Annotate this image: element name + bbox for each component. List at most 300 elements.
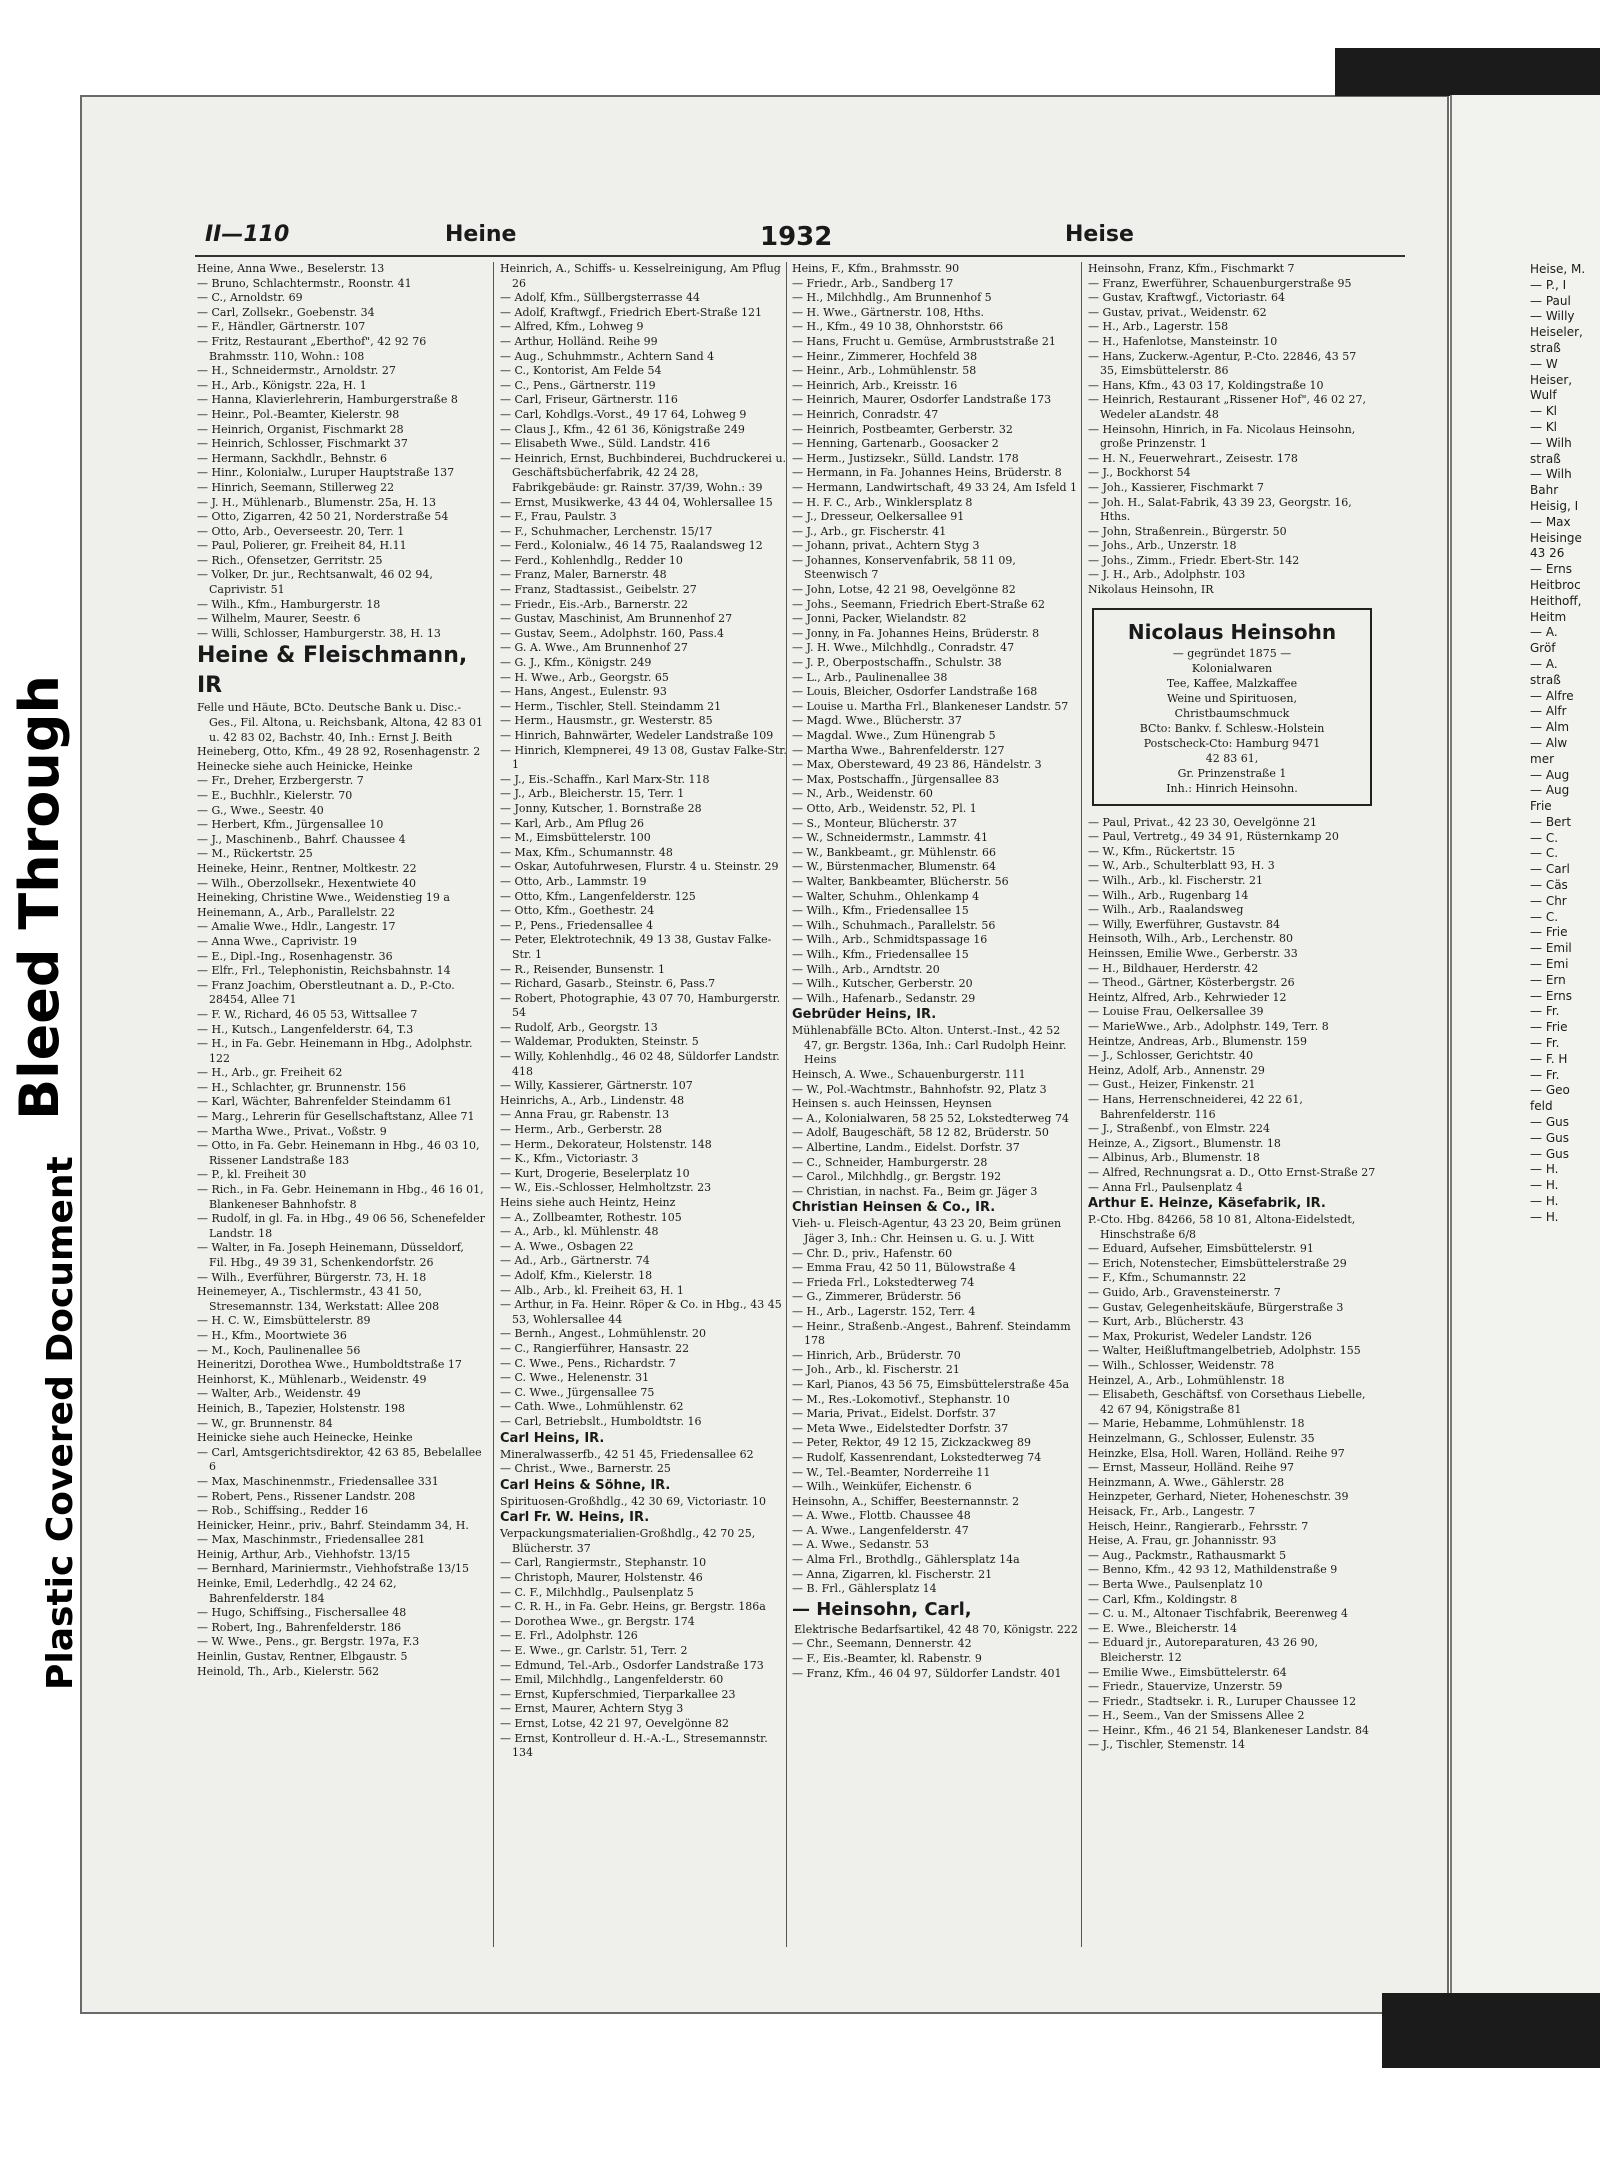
facing-page-line: — Frie: [1530, 1020, 1568, 1035]
directory-entry: Heisack, Fr., Arb., Langestr. 7: [1088, 1504, 1256, 1518]
directory-entry: — Hugo, Schiffsing., Fischersallee 48: [197, 1606, 407, 1620]
directory-entry: — Jonni, Packer, Wielandstr. 82: [792, 612, 967, 626]
directory-entry: — Wilh., Oberzollsekr., Hexentwiete 40: [197, 876, 417, 890]
directory-entry: — Adolf, Kfm., Süllbergsterrasse 44: [500, 291, 700, 305]
directory-entry: — Wilh., Everführer, Bürgerstr. 73, H. 18: [197, 1270, 427, 1284]
facing-page-line: — Alw: [1530, 735, 1568, 750]
ad-line: Tee, Kaffee, Malzkaffee: [1166, 676, 1298, 690]
directory-entry: — Johs., Arb., Unzerstr. 18: [1088, 539, 1237, 553]
directory-entry: — J. H., Mühlenarb., Blumenstr. 25a, H. 13: [197, 495, 436, 509]
directory-entry: — Otto, in Fa. Gebr. Heinemann in Hbg., 46 03 10, Rissener Landstraße 183: [197, 1139, 480, 1167]
facing-page-line: — H.: [1530, 1178, 1559, 1193]
facing-page-line: — F. H: [1530, 1051, 1568, 1066]
facing-page-line: — Kl: [1530, 404, 1558, 419]
directory-entry: — Herm., Hausmstr., gr. Westerstr. 85: [500, 714, 713, 728]
firm-details: Vieh- u. Fleisch-Agentur, 43 23 20, Beim grünen Jäger 3, Inh.: Chr. Heinsen u. G. u. J. Witt: [792, 1217, 1062, 1245]
directory-entry: — Kurt, Drogerie, Beselerplatz 10: [500, 1166, 690, 1180]
facing-page-line: — Wilh: [1530, 435, 1572, 450]
directory-entry: — Emma Frau, 42 50 11, Bülowstraße 4: [792, 1261, 1016, 1275]
facing-page-line: feld: [1530, 1099, 1553, 1114]
directory-entry: Heins, F., Kfm., Brahmsstr. 90: [792, 262, 960, 275]
directory-entry: — Gust., Heizer, Finkenstr. 21: [1088, 1078, 1256, 1092]
directory-entry: — Willi, Schlosser, Hamburgerstr. 38, H. 13: [197, 626, 441, 640]
directory-entry: — Franz, Maler, Barnerstr. 48: [500, 568, 667, 582]
directory-entry: — E. Wwe., Bleicherstr. 14: [1088, 1621, 1237, 1635]
firm-heading: Christian Heinsen & Co., IR.: [792, 1200, 996, 1216]
directory-entry: — Ernst, Kontrolleur d. H.-A.-L., Stresemannstr. 134: [500, 1731, 768, 1760]
facing-page-line: — Alfr: [1530, 704, 1567, 719]
directory-entry: — Fritz, Restaurant „Eberthof", 42 92 76 Brahmsstr. 110, Wohn.: 108: [197, 334, 427, 363]
directory-entry: Heisch, Heinr., Rangierarb., Fehrsstr. 7: [1088, 1519, 1309, 1533]
directory-entry: — Carl, Amtsgerichtsdirektor, 42 63 85, Bebelallee 6: [197, 1445, 482, 1474]
directory-entry: Heinke, Emil, Lederhdlg., 42 24 62, Bahrenfelderstr. 184: [197, 1577, 397, 1605]
directory-entry: — Wilhelm, Maurer, Seestr. 6: [197, 612, 361, 626]
directory-entry: — Robert, Ing., Bahrenfelderstr. 186: [197, 1620, 402, 1634]
directory-entry: — Heinrich, Conradstr. 47: [792, 407, 939, 421]
facing-page-line: — Fr.: [1530, 1004, 1560, 1019]
directory-entry: — C., Rangierführer, Hansastr. 22: [500, 1341, 690, 1355]
directory-entry: — Hermann, in Fa. Johannes Heins, Brüderstr. 8: [792, 466, 1062, 480]
directory-entry: — Karl, Pianos, 43 56 75, Eimsbüttelerstraße 45a: [792, 1377, 1070, 1391]
directory-entry: — Hans, Angest., Eulenstr. 93: [500, 685, 667, 699]
directory-entry: — Waldemar, Produkten, Steinstr. 5: [500, 1035, 699, 1049]
directory-entry: — Christ., Wwe., Barnerstr. 25: [500, 1462, 671, 1476]
directory-entry: — C., Schneider, Hamburgerstr. 28: [792, 1155, 988, 1169]
directory-entry: — Elfr., Frl., Telephonistin, Reichsbahnstr. 14: [197, 964, 451, 978]
directory-entry: Heinzel, A., Arb., Lohmühlenstr. 18: [1088, 1373, 1285, 1387]
directory-entry: — W., gr. Brunnenstr. 84: [197, 1416, 333, 1430]
header-year: 1932: [760, 222, 833, 252]
directory-entry: — W., Tel.-Beamter, Norderreihe 11: [792, 1465, 991, 1479]
directory-entry: — E., Buchhlr., Kielerstr. 70: [197, 789, 353, 802]
directory-entry: — Wilh., Kfm., Friedensallee 15: [792, 947, 969, 961]
ad-title: Nicolaus Heinsohn: [1127, 619, 1337, 644]
directory-entry: Felle und Häute, BCto. Deutsche Bank u. Disc.-Ges., Fil. Altona, u. Reichsbank, Altona, 42 83 01 u. 42 83 02, Bachstr. 40, Inh.: Ernst J. Beith: [197, 701, 483, 744]
directory-entry: — Max, Maschinmstr., Friedensallee 281: [197, 1533, 426, 1547]
facing-page-line: — Aug: [1530, 783, 1570, 798]
directory-entry: — A. Wwe., Langenfelderstr. 47: [792, 1523, 969, 1537]
directory-entry: — H., Kfm., Moortwiete 36: [197, 1328, 347, 1342]
facing-page-line: — Willy: [1530, 309, 1575, 324]
running-header: [205, 222, 1405, 252]
facing-page-line: — Geo: [1530, 1083, 1570, 1098]
directory-entry: — Ernst, Kupferschmied, Tierparkallee 23: [500, 1687, 736, 1701]
directory-entry: — Hans, Herrenschneiderei, 42 22 61, Bahrenfelderstr. 116: [1088, 1092, 1303, 1121]
directory-entry: Heinlin, Gustav, Rentner, Elbgaustr. 5: [197, 1650, 408, 1664]
directory-entry: — Theod., Gärtner, Kösterbergstr. 26: [1088, 976, 1295, 990]
directory-entry: — J. P., Oberpostschaffn., Schulstr. 38: [792, 656, 1002, 670]
entry-list: [792, 262, 1080, 1006]
directory-column-3: [792, 262, 1080, 1947]
facing-page-line: Heiseler,: [1530, 325, 1583, 340]
directory-entry: Heinsch, A. Wwe., Schauenburgerstr. 111: [792, 1068, 1026, 1082]
directory-entry: — H. C. W., Eimsbüttelerstr. 89: [197, 1314, 371, 1328]
facing-page-line: — Emi: [1530, 957, 1569, 972]
directory-entry: — Heinrich, Organist, Fischmarkt 28: [197, 422, 404, 436]
directory-entry: — H., Arb., gr. Freiheit 62: [197, 1066, 343, 1080]
directory-entry: — Otto, Kfm., Goethestr. 24: [500, 904, 655, 918]
facing-page-line: Heitm: [1530, 609, 1567, 624]
directory-entry: — F., Kfm., Schumannstr. 22: [1088, 1271, 1247, 1285]
directory-column-1: [197, 262, 485, 1947]
directory-entry: — Gustav, Kraftwgf., Victoriastr. 64: [1088, 291, 1285, 305]
directory-entry: — Otto, Arb., Lammstr. 19: [500, 874, 647, 888]
facing-page-line: — W: [1530, 356, 1558, 371]
directory-entry: — Carl, Zollsekr., Goebenstr. 34: [197, 305, 375, 319]
directory-entry: Heinemann, A., Arb., Parallelstr. 22: [197, 905, 395, 919]
directory-entry: Heintze, Andreas, Arb., Blumenstr. 159: [1088, 1034, 1308, 1048]
directory-entry: — Otto, Arb., Weidenstr. 52, Pl. 1: [792, 801, 977, 815]
directory-entry: — P., Pens., Friedensallee 4: [500, 918, 654, 932]
header-left-word: Heine: [445, 222, 517, 247]
directory-entry: — Aug., Schuhmmstr., Achtern Sand 4: [500, 349, 715, 363]
directory-entry: — C. Wwe., Helenenstr. 31: [500, 1371, 650, 1385]
directory-entry: — C. F., Milchhdlg., Paulsenplatz 5: [500, 1585, 694, 1599]
directory-entry: — B. Frl., Gählersplatz 14: [792, 1582, 937, 1596]
directory-entry: — Hinr., Kolonialw., Luruper Hauptstraße 137: [197, 466, 455, 480]
entry-list: [792, 1068, 1080, 1199]
facing-page-line: Heisig, I: [1530, 498, 1579, 513]
directory-entry: — Adolf, Baugeschäft, 58 12 82, Brüderstr. 50: [792, 1126, 1049, 1140]
directory-entry: — Alfred, Rechnungsrat a. D., Otto Ernst-Straße 27: [1088, 1165, 1376, 1179]
directory-entry: — Magdal. Wwe., Zum Hünengrab 5: [792, 729, 996, 742]
directory-entry: — Gustav, Seem., Adolphstr. 160, Pass.4: [500, 626, 724, 640]
directory-entry: — A. Wwe., Flottb. Chaussee 48: [792, 1509, 971, 1523]
directory-entry: — Kurt, Arb., Blücherstr. 43: [1088, 1315, 1244, 1329]
advertisement-box: [1092, 608, 1372, 806]
directory-entry: — W. Wwe., Pens., gr. Bergstr. 197a, F.3: [197, 1635, 420, 1649]
directory-entry: — Henning, Gartenarb., Goosacker 2: [792, 437, 999, 451]
facing-page-line: — Erns: [1530, 988, 1572, 1003]
directory-entry: — Wilh., Arb., kl. Fischerstr. 21: [1088, 874, 1264, 888]
facing-page-line: — Wilh: [1530, 467, 1572, 482]
directory-entry: — Herm., Arb., Gerberstr. 28: [500, 1123, 662, 1137]
facing-page-line: — Bert: [1530, 814, 1572, 829]
directory-entry: — W., Schneidermstr., Lammstr. 41: [792, 831, 988, 845]
directory-entry: — Heinr., Zimmerer, Hochfeld 38: [792, 349, 978, 363]
directory-entry: — Herbert, Kfm., Jürgensallee 10: [197, 818, 384, 832]
facing-page-line: — Frie: [1530, 925, 1568, 940]
directory-entry: Heins siehe auch Heintz, Heinz: [500, 1196, 676, 1209]
directory-entry: — Joh., Kassierer, Fischmarkt 7: [1088, 480, 1264, 494]
directory-entry: — Alma Frl., Brothdlg., Gählersplatz 14a: [792, 1553, 1020, 1567]
directory-entry: — L., Arb., Paulinenallee 38: [792, 670, 948, 684]
directory-entry: — Wilh., Arb., Schmidtspassage 16: [792, 933, 988, 947]
directory-entry: — J., Maschinenb., Bahrf. Chaussee 4: [197, 832, 406, 846]
directory-entry: — J. H., Arb., Adolphstr. 103: [1088, 568, 1246, 582]
firm-details: Spirituosen-Großhdlg., 42 30 69, Victoriastr. 10: [500, 1494, 767, 1508]
directory-entry: — Carol., Milchhdlg., gr. Bergstr. 192: [792, 1170, 1002, 1184]
directory-entry: — Heinsohn, Hinrich, in Fa. Nicolaus Heinsohn, große Prinzenstr. 1: [1088, 422, 1356, 451]
directory-entry: — Emilie Wwe., Eimsbüttelerstr. 64: [1088, 1665, 1287, 1679]
facing-page-line: — Alm: [1530, 720, 1570, 735]
directory-entry: — C. u. M., Altonaer Tischfabrik, Beerenweg 4: [1088, 1607, 1349, 1621]
page-number: II—110: [205, 222, 290, 247]
directory-entry: — H. Wwe., Arb., Georgstr. 65: [500, 670, 669, 684]
directory-entry: — Friedr., Arb., Sandberg 17: [792, 276, 954, 290]
directory-entry: — John, Lotse, 42 21 98, Oevelgönne 82: [792, 583, 1016, 597]
firm-heading: Carl Heins & Söhne, IR.: [500, 1477, 671, 1493]
directory-entry: — Bernhard, Mariniermstr., Viehhofstraße 13/15: [197, 1562, 469, 1576]
directory-entry: — Volker, Dr. jur., Rechtsanwalt, 46 02 94, Caprivistr. 51: [197, 568, 433, 597]
directory-entry: — Max, Kfm., Schumannstr. 48: [500, 845, 673, 859]
directory-entry: — Carl, Kohdlgs.-Vorst., 49 17 64, Lohweg 9: [500, 407, 747, 421]
facing-page-line: — C.: [1530, 830, 1559, 845]
directory-entry: — W., Arb., Schulterblatt 93, H. 3: [1088, 859, 1275, 873]
directory-entry: — Hinrich, Klempnerei, 49 13 08, Gustav Falke-Str. 1: [500, 743, 787, 772]
facing-page-line: straß: [1530, 340, 1561, 355]
directory-entry: — G. J., Kfm., Königstr. 249: [500, 656, 652, 670]
facing-page-line: — Fr.: [1530, 1036, 1560, 1051]
directory-entry: — Rich., Ofensetzer, Gerritstr. 25: [197, 553, 383, 567]
facing-page-line: Wulf: [1530, 388, 1557, 403]
entry-list: [792, 1637, 1080, 1681]
directory-entry: — Otto, Arb., Oeverseestr. 20, Terr. 1: [197, 524, 405, 538]
directory-entry: — C. Wwe., Pens., Richardstr. 7: [500, 1356, 676, 1370]
directory-entry: — Eduard, Aufseher, Eimsbüttelerstr. 91: [1088, 1242, 1314, 1256]
directory-entry: — Adolf, Kraftwgf., Friedrich Ebert-Straße 121: [500, 305, 763, 319]
directory-entry: — C., Kontorist, Am Felde 54: [500, 364, 662, 378]
directory-entry: Nikolaus Heinsohn, IR: [1088, 583, 1214, 597]
facing-page-line: straß: [1530, 451, 1561, 466]
directory-entry: — Gustav, privat., Weidenstr. 62: [1088, 305, 1267, 319]
directory-entry: — Joh. H., Salat-Fabrik, 43 39 23, Georgstr. 16, Hths.: [1088, 495, 1352, 524]
directory-entry: — C. R. H., in Fa. Gebr. Heins, gr. Bergstr. 186a: [500, 1600, 766, 1614]
directory-entry: — Ferd., Kolonialw., 46 14 75, Raalandsweg 12: [500, 539, 763, 553]
entry-list: [197, 262, 485, 641]
directory-entry: — H. F. C., Arb., Winklersplatz 8: [792, 495, 973, 509]
directory-entry: — F. W., Richard, 46 05 53, Wittsallee 7: [197, 1007, 418, 1021]
directory-entry: — Wilh., Schlosser, Weidenstr. 78: [1088, 1359, 1275, 1373]
directory-entry: — Magd. Wwe., Blücherstr. 37: [792, 714, 962, 728]
directory-entry: — M., Res.-Lokomotivf., Stephanstr. 10: [792, 1392, 1010, 1406]
directory-entry: — Carl, Kfm., Koldingstr. 8: [1088, 1592, 1238, 1606]
facing-page-line: — Kl: [1530, 419, 1558, 434]
facing-page-line: Heise, M.: [1530, 262, 1586, 276]
directory-entry: — Gustav, Gelegenheitskäufe, Bürgerstraße 3: [1088, 1300, 1344, 1314]
directory-entry: — Rudolf, Kassenrendant, Lokstedterweg 74: [792, 1450, 1042, 1464]
column-divider: [493, 262, 494, 1947]
directory-entry: — W., Kfm., Rückertstr. 15: [1088, 844, 1236, 858]
directory-entry: — Hans, Frucht u. Gemüse, Armbruststraße 21: [792, 334, 1056, 348]
directory-entry: — J., Dresseur, Oelkersallee 91: [792, 510, 965, 524]
directory-entry: — J., Straßenbf., von Elmstr. 224: [1088, 1122, 1270, 1136]
directory-entry: — J. H. Wwe., Milchhdlg., Conradstr. 47: [792, 641, 1015, 655]
directory-entry: — Hermann, Landwirtschaft, 49 33 24, Am Isfeld 1: [792, 480, 1078, 494]
directory-entry: — Heinrich, Restaurant „Rissener Hof", 46 02 27, Wedeler aLandstr. 48: [1088, 393, 1367, 421]
firm-heading: Gebrüder Heins, IR.: [792, 1007, 937, 1023]
scan-border-bottom: [1382, 1993, 1600, 2068]
directory-entry: — Paul, Privat., 42 23 30, Oevelgönne 21: [1088, 815, 1318, 829]
directory-entry: — Johann, privat., Achtern Styg 3: [792, 539, 980, 553]
directory-entry: Heinsen s. auch Heinssen, Heynsen: [792, 1097, 992, 1111]
directory-entry: — Louis, Bleicher, Osdorfer Landstraße 168: [792, 685, 1038, 699]
directory-entry: — Paul, Vertretg., 49 34 91, Rüsternkamp 20: [1088, 830, 1339, 844]
facing-page-line: — P., I: [1530, 277, 1567, 292]
directory-entry: — Albertine, Landm., Eidelst. Dorfstr. 37: [792, 1141, 1020, 1155]
directory-entry: Heinssen, Emilie Wwe., Gerberstr. 33: [1088, 947, 1298, 960]
directory-entry: — Heinrich, Maurer, Osdorfer Landstraße 173: [792, 393, 1052, 407]
directory-entry: Heineke, Heinr., Rentner, Moltkestr. 22: [197, 861, 417, 875]
directory-entry: — Walter, Bankbeamter, Blücherstr. 56: [792, 874, 1009, 888]
facing-page-line: Heiser,: [1530, 372, 1573, 387]
directory-entry: — Paul, Polierer, gr. Freiheit 84, H.11: [197, 539, 407, 553]
directory-entry: — Christoph, Maurer, Holstenstr. 46: [500, 1571, 703, 1585]
directory-entry: Heinrich, A., Schiffs- u. Kesselreinigung, Am Pflug 26: [500, 262, 781, 290]
directory-entry: — Heinr., Arb., Lohmühlenstr. 58: [792, 364, 977, 378]
facing-page-line: — Gus: [1530, 1146, 1569, 1161]
directory-entry: — Anna Frau, gr. Rabenstr. 13: [500, 1108, 670, 1122]
entry-list: [197, 701, 485, 1679]
directory-entry: — Arthur, Holländ. Reihe 99: [500, 334, 658, 348]
directory-entry: — F., Eis.-Beamter, kl. Rabenstr. 9: [792, 1652, 982, 1666]
firm-details: Mühlenabfälle BCto. Alton. Unterst.-Inst., 42 52 47, gr. Bergstr. 136a, Inh.: Carl Rudolph Heinr. Heins: [792, 1024, 1067, 1067]
firm-heading: Arthur E. Heinze, Käsefabrik, IR.: [1088, 1196, 1326, 1212]
directory-entry: — Max, Postschaffn., Jürgensallee 83: [792, 772, 1000, 786]
directory-entry: — H., Arb., Lagerstr. 152, Terr. 4: [792, 1304, 976, 1318]
directory-entry: — Heinr., Kfm., 46 21 54, Blankeneser Landstr. 84: [1088, 1723, 1369, 1737]
directory-entry: — Heinrich, Ernst, Buchbinderei, Buchdruckerei u. Geschäftsbücherfabrik, 42 24 28, Fabrikgebäude: gr. Rainstr. 37/39, Wohn.: 39: [500, 451, 787, 494]
firm-details: P.-Cto. Hbg. 84266, 58 10 81, Altona-Eidelstedt, Hinschstraße 6/8: [1088, 1213, 1356, 1241]
directory-entry: — Frieda Frl., Lokstedterweg 74: [792, 1275, 975, 1289]
directory-column-4: [1088, 262, 1376, 1947]
directory-entry: — Willy, Kohlenhdlg., 46 02 48, Süldorfer Landstr. 418: [500, 1050, 780, 1078]
scan-border-top: [1335, 48, 1600, 96]
directory-entry: — Hinrich, Bahnwärter, Wedeler Landstraße 109: [500, 729, 774, 742]
directory-entry: — Anna, Zigarren, kl. Fischerstr. 21: [792, 1567, 993, 1581]
header-rule: [195, 255, 1405, 257]
directory-entry: — Otto, Zigarren, 42 50 21, Norderstraße 54: [197, 510, 449, 524]
directory-entry: — Hanna, Klavierlehrerin, Hamburgerstraße 8: [197, 393, 458, 407]
facing-page-line: — Max: [1530, 514, 1571, 529]
directory-entry: — Wilh., Kfm., Hamburgerstr. 18: [197, 597, 381, 611]
directory-entry: — Eduard jr., Autoreparaturen, 43 26 90, Bleicherstr. 12: [1088, 1636, 1319, 1664]
facing-page-line: Heisinge: [1530, 530, 1582, 545]
directory-entry: — W., Bankbeamt., gr. Mühlenstr. 66: [792, 845, 996, 859]
directory-entry: Heintz, Alfred, Arb., Kehrwieder 12: [1088, 990, 1287, 1004]
directory-entry: — Carl, Friseur, Gärtnerstr. 116: [500, 393, 678, 407]
firm-heading: Carl Fr. W. Heins, IR.: [500, 1510, 650, 1526]
directory-entry: — Hans, Zuckerw.-Agentur, P.-Cto. 22846, 43 57 35, Eimsbüttelerstr. 86: [1088, 349, 1357, 378]
directory-entry: — Hermann, Sackhdlr., Behnstr. 6: [197, 451, 387, 465]
facing-page-line: — Carl: [1530, 862, 1570, 877]
directory-entry: — Wilh., Weinküfer, Eichenstr. 6: [792, 1480, 972, 1494]
directory-entry: — J., Bockhorst 54: [1088, 466, 1191, 480]
firm-heading: Carl Heins, IR.: [500, 1430, 605, 1446]
directory-entry: Heine, Anna Wwe., Beselerstr. 13: [197, 262, 385, 275]
directory-entry: — Alb., Arb., kl. Freiheit 63, H. 1: [500, 1283, 684, 1297]
directory-entry: — Marg., Lehrerin für Gesellschaftstanz, Allee 71: [197, 1110, 475, 1124]
directory-entry: — Wilh., Schuhmach., Parallelstr. 56: [792, 918, 996, 932]
directory-entry: — Richard, Gasarb., Steinstr. 6, Pass.7: [500, 977, 716, 991]
directory-entry: Heinicker, Heinr., priv., Bahrf. Steindamm 34, H.: [197, 1518, 469, 1532]
directory-entry: — F., Frau, Paulstr. 3: [500, 510, 617, 524]
directory-entry: — Oskar, Autofuhrwesen, Flurstr. 4 u. Steinstr. 29: [500, 860, 779, 874]
directory-entry: — H., in Fa. Gebr. Heinemann in Hbg., Adolphstr. 122: [197, 1037, 473, 1065]
directory-entry: — Hans, Kfm., 43 03 17, Koldingstraße 10: [1088, 378, 1324, 392]
directory-entry: — Friedr., Stauervize, Unzerstr. 59: [1088, 1680, 1283, 1694]
directory-entry: — A. Wwe., Osbagen 22: [500, 1239, 634, 1253]
directory-entry: — Hinrich, Arb., Brüderstr. 70: [792, 1348, 961, 1362]
facing-page-line: — Alfre: [1530, 688, 1574, 703]
ad-line: 42 83 61,: [1205, 751, 1259, 765]
directory-entry: — A. Wwe., Sedanstr. 53: [792, 1538, 929, 1552]
directory-entry: — Max, Prokurist, Wedeler Landstr. 126: [1088, 1329, 1312, 1343]
directory-entry: — E. Frl., Adolphstr. 126: [500, 1629, 638, 1643]
directory-entry: — Hinrich, Seemann, Stillerweg 22: [197, 480, 395, 494]
directory-entry: — Johs., Seemann, Friedrich Ebert-Straße 62: [792, 597, 1046, 611]
directory-entry: — E. Wwe., gr. Carlstr. 51, Terr. 2: [500, 1644, 688, 1658]
bleed-through-label: Bleed Through: [8, 675, 71, 1120]
directory-entry: Heinrichs, A., Arb., Lindenstr. 48: [500, 1093, 685, 1107]
directory-entry: — Rudolf, in gl. Fa. in Hbg., 49 06 56, Schenefelder Landstr. 18: [197, 1212, 485, 1240]
directory-entry: — Albinus, Arb., Blumenstr. 18: [1088, 1151, 1260, 1165]
directory-entry: — Wilh., Hafenarb., Sedanstr. 29: [792, 991, 976, 1005]
directory-entry: — Johs., Zimm., Friedr. Ebert-Str. 142: [1088, 553, 1300, 567]
directory-entry: — Ferd., Kohlenhdlg., Redder 10: [500, 553, 683, 567]
directory-entry: Heinzelmann, G., Schlosser, Eulenstr. 35: [1088, 1432, 1315, 1445]
directory-entry: — Louise u. Martha Frl., Blankeneser Landstr. 57: [792, 699, 1069, 713]
entry-list: [500, 1462, 788, 1477]
directory-entry: — Peter, Rektor, 49 12 15, Zickzackweg 89: [792, 1436, 1032, 1450]
directory-entry: — John, Straßenrein., Bürgerstr. 50: [1088, 524, 1287, 538]
directory-entry: — Max, Maschinenmstr., Friedensallee 331: [197, 1474, 439, 1488]
directory-entry: — Herm., Dekorateur, Holstenstr. 148: [500, 1137, 712, 1151]
directory-entry: — Otto, Kfm., Langenfelderstr. 125: [500, 889, 696, 903]
directory-entry: — Ernst, Masseur, Holländ. Reihe 97: [1088, 1461, 1295, 1475]
directory-entry: — J., Arb., gr. Fischerstr. 41: [792, 524, 947, 538]
directory-entry: Heise, A. Frau, gr. Johannisstr. 93: [1088, 1534, 1277, 1548]
directory-entry: — Walter, Arb., Weidenstr. 49: [197, 1387, 361, 1401]
directory-entry: — J., Arb., Bleicherstr. 15, Terr. 1: [500, 787, 685, 801]
directory-entry: — Rudolf, Arb., Georgstr. 13: [500, 1020, 658, 1034]
facing-page-line: — Paul: [1530, 293, 1571, 308]
directory-entry: — Herm., Tischler, Stell. Steindamm 21: [500, 699, 722, 713]
directory-entry: — H., Bildhauer, Herderstr. 42: [1088, 961, 1259, 975]
facing-page-line: Gröf: [1530, 641, 1556, 656]
ad-line: — gegründet 1875 —: [1172, 646, 1292, 660]
directory-entry: — Peter, Elektrotechnik, 49 13 38, Gustav Falke-Str. 1: [500, 933, 772, 961]
directory-entry: — R., Reisender, Bunsenstr. 1: [500, 962, 666, 976]
directory-entry: — H., Arb., Lagerstr. 158: [1088, 320, 1229, 334]
directory-entry: — Amalie Wwe., Hdlr., Langestr. 17: [197, 920, 396, 934]
directory-entry: — Franz, Stadtassist., Geibelstr. 27: [500, 583, 697, 597]
ad-line: Inh.: Hinrich Heinsohn.: [1166, 781, 1298, 795]
facing-page-line: — Cäs: [1530, 878, 1568, 893]
facing-page-line: — H.: [1530, 1194, 1559, 1209]
directory-entry: — Marie, Hebamme, Lohmühlenstr. 18: [1088, 1417, 1305, 1431]
directory-entry: — G., Zimmerer, Brüderstr. 56: [792, 1290, 962, 1304]
directory-entry: — Friedr., Stadtsekr. i. R., Luruper Chaussee 12: [1088, 1694, 1357, 1708]
facing-page-line: — Ern: [1530, 972, 1566, 987]
ad-line: Christbaumschmuck: [1174, 706, 1290, 720]
facing-page-line: — Chr: [1530, 893, 1567, 908]
firm-details: Verpackungsmaterialien-Großhdlg., 42 70 25, Blücherstr. 37: [500, 1527, 756, 1555]
directory-entry: — Anna Frl., Paulsenplatz 4: [1088, 1180, 1243, 1194]
directory-entry: — Heinr., Pol.-Beamter, Kielerstr. 98: [197, 407, 400, 421]
directory-entry: — Franz, Kfm., 46 04 97, Süldorfer Landstr. 401: [792, 1666, 1062, 1680]
directory-entry: Heinz, Adolf, Arb., Annenstr. 29: [1088, 1063, 1265, 1077]
directory-entry: — Wilh., Arb., Rugenbarg 14: [1088, 888, 1249, 902]
directory-entry: — Martha Wwe., Privat., Voßstr. 9: [197, 1124, 387, 1138]
directory-entry: — Walter, Heißluftmangelbetrieb, Adolphstr. 155: [1088, 1344, 1361, 1358]
directory-entry: — F., Schuhmacher, Lerchenstr. 15/17: [500, 524, 713, 538]
directory-entry: — Karl, Wächter, Bahrenfelder Steindamm 61: [197, 1095, 453, 1109]
directory-entry: — Anna Wwe., Caprivistr. 19: [197, 934, 358, 948]
directory-entry: Heinzpeter, Gerhard, Nieter, Hoheneschstr. 39: [1088, 1490, 1349, 1504]
directory-entry: — Claus J., Kfm., 42 61 36, Königstraße 249: [500, 422, 745, 436]
directory-entry: — Walter, Schuhm., Ohlenkamp 4: [792, 889, 980, 903]
